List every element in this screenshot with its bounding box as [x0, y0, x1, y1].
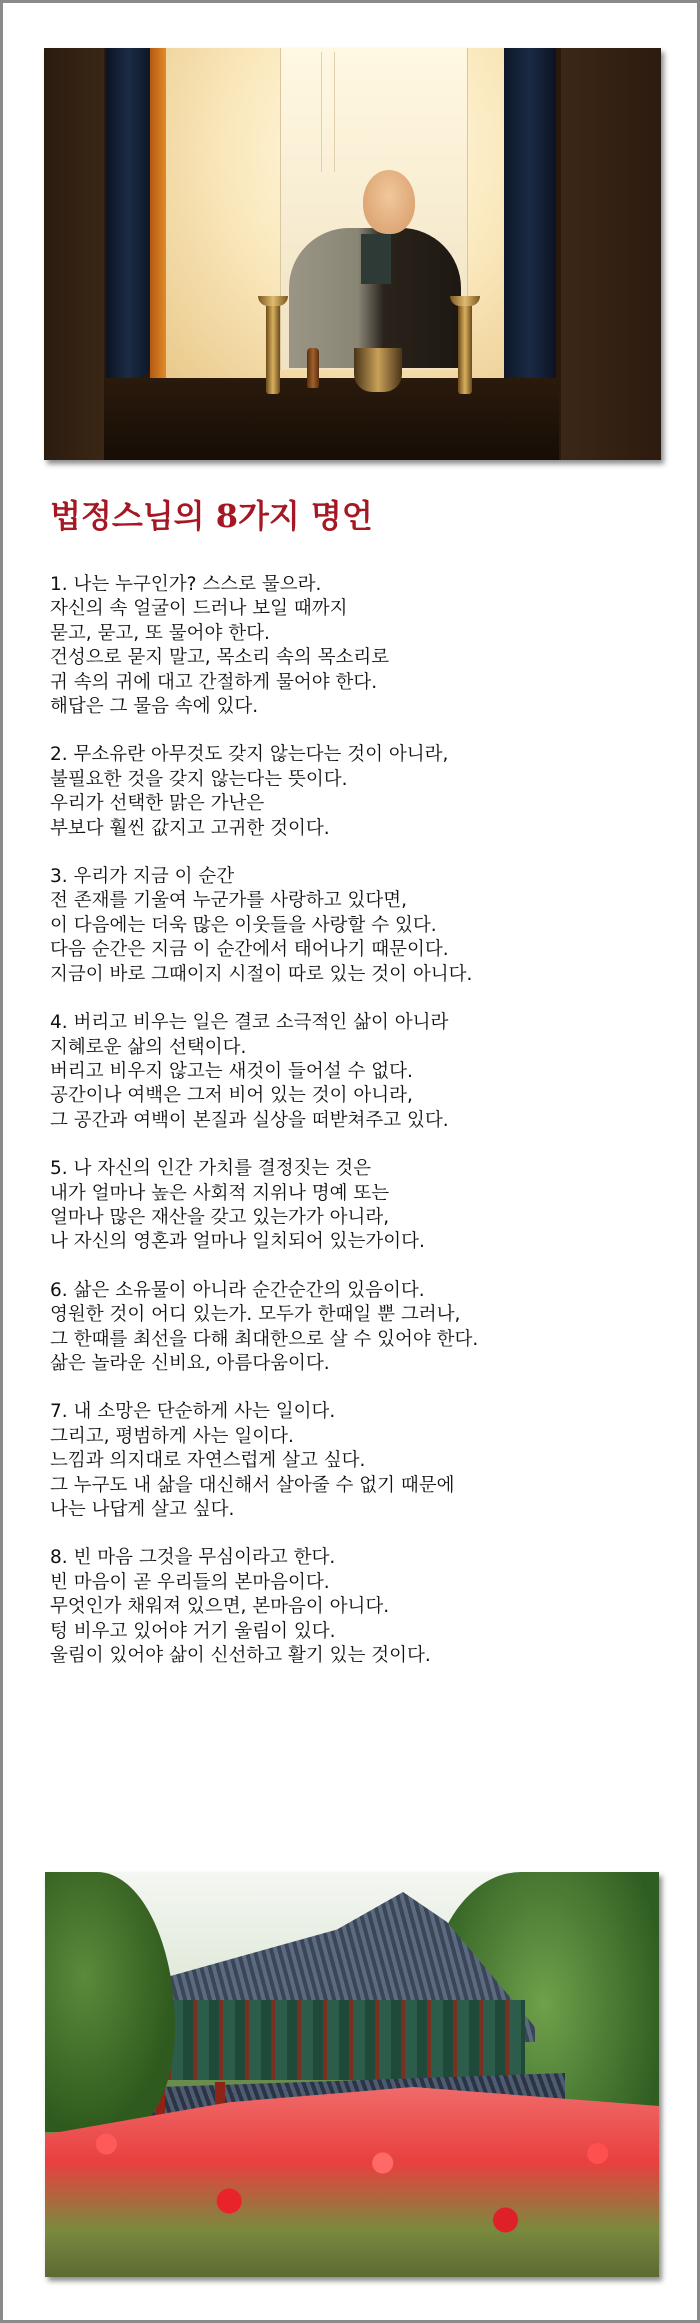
- quote-list: [50, 573, 670, 1692]
- quote-line: 부보다 훨씬 값지고 고귀한 것이다.: [50, 817, 330, 839]
- quote-line: 자신의 속 얼굴이 드러나 보일 때까지: [50, 598, 348, 620]
- quote-line: 텅 비우고 있어야 거기 울림이 있다.: [50, 1620, 336, 1642]
- calligraphy-strip: [321, 52, 335, 172]
- quote-line: 묻고, 묻고, 또 물어야 한다.: [50, 622, 270, 644]
- quote-line: 느낌과 의지대로 자연스럽게 살고 싶다.: [50, 1450, 366, 1472]
- altar: [104, 378, 559, 460]
- quote-line: 4. 버리고 비우는 일은 결코 소극적인 삶이 아니라: [50, 1012, 449, 1034]
- quote-line: 6. 삶은 소유물이 아니라 순간순간의 있음이다.: [50, 1279, 425, 1301]
- quote-line: 그 한때를 최선을 다해 최대한으로 살 수 있어야 한다.: [50, 1328, 479, 1350]
- candlestick-icon: [266, 296, 280, 394]
- quote-line: 건성으로 묻지 말고, 목소리 속의 목소리로: [50, 647, 390, 669]
- quote-line: 이 다음에는 더욱 많은 이웃들을 사랑할 수 있다.: [50, 914, 437, 936]
- wood-panel: [150, 48, 166, 378]
- bottle: [307, 348, 319, 388]
- quote-line: 빈 마음이 곧 우리들의 본마음이다.: [50, 1571, 330, 1593]
- temple-flowers-photo: [45, 1872, 659, 2277]
- quote-item: [50, 743, 670, 841]
- quote-line: 그 공간과 여백이 본질과 실상을 떠받쳐주고 있다.: [50, 1109, 449, 1131]
- quote-line: 얼마나 많은 재산을 갖고 있는가가 아니라,: [50, 1206, 390, 1228]
- quote-item: [50, 573, 670, 719]
- monk-portrait-photo: [44, 48, 661, 460]
- incense-bowl: [354, 348, 402, 392]
- quote-line: 귀 속의 귀에 대고 간절하게 물어야 한다.: [50, 671, 378, 693]
- curtain-right: [504, 48, 556, 398]
- quote-item: [50, 865, 670, 987]
- quote-line: 다음 순간은 지금 이 순간에서 태어나기 때문이다.: [50, 939, 449, 961]
- quote-line: 3. 우리가 지금 이 순간: [50, 866, 235, 888]
- quote-line: 내가 얼마나 높은 사회적 지위나 명예 또는: [50, 1182, 390, 1204]
- page-title: 법정스님의 8가지 명언: [50, 497, 373, 535]
- quote-line: 무엇인가 채워져 있으면, 본마음이 아니다.: [50, 1596, 390, 1618]
- quote-line: 나 자신의 영혼과 얼마나 일치되어 있는가이다.: [50, 1231, 425, 1253]
- monk-head: [363, 170, 415, 234]
- quote-item: [50, 1546, 670, 1668]
- quote-line: 그 누구도 내 삶을 대신해서 살아줄 수 없기 때문에: [50, 1474, 455, 1496]
- portrait-frame: [280, 48, 468, 370]
- quote-line: 나는 나답게 살고 싶다.: [50, 1499, 235, 1520]
- quote-line: 지혜로운 삶의 선택이다.: [50, 1036, 247, 1058]
- quote-item: [50, 1011, 670, 1133]
- quote-line: 1. 나는 누구인가? 스스로 물으라.: [50, 574, 322, 595]
- quote-line: 삶은 놀라운 신비요, 아름다움이다.: [50, 1352, 330, 1374]
- shrine-wall: [44, 48, 104, 460]
- quote-line: 전 존재를 기울여 누군가를 사랑하고 있다면,: [50, 890, 407, 912]
- quote-line: 공간이나 여백은 그저 비어 있는 것이 아니라,: [50, 1085, 413, 1107]
- quote-line: 영원한 것이 어디 있는가. 모두가 한때일 뿐 그러나,: [50, 1304, 461, 1326]
- quote-item: [50, 1279, 670, 1377]
- quote-line: 해답은 그 물음 속에 있다.: [50, 696, 259, 718]
- quote-item: [50, 1400, 670, 1522]
- quote-line: 지금이 바로 그때이지 시절이 따로 있는 것이 아니다.: [50, 963, 473, 985]
- quote-line: 버리고 비우지 않고는 새것이 들어설 수 없다.: [50, 1060, 413, 1082]
- quote-line: 불필요한 것을 갖지 않는다는 뜻이다.: [50, 768, 348, 790]
- quote-line: 7. 내 소망은 단순하게 사는 일이다.: [50, 1401, 336, 1423]
- quote-line: 5. 나 자신의 인간 가치를 결정짓는 것은: [50, 1158, 372, 1180]
- monk-collar: [361, 234, 391, 284]
- quote-line: 8. 빈 마음 그것을 무심이라고 한다.: [50, 1547, 336, 1569]
- quote-line: 2. 무소유란 아무것도 갖지 않는다는 것이 아니라,: [50, 744, 449, 766]
- curtain-left: [106, 48, 150, 378]
- candlestick-icon: [458, 296, 472, 394]
- quote-item: [50, 1157, 670, 1255]
- quote-line: 우리가 선택한 맑은 가난은: [50, 793, 265, 815]
- quote-line: 그리고, 평범하게 사는 일이다.: [50, 1425, 294, 1447]
- quote-line: 울림이 있어야 삶이 신선하고 활기 있는 것이다.: [50, 1645, 431, 1667]
- shrine-wall: [561, 48, 661, 460]
